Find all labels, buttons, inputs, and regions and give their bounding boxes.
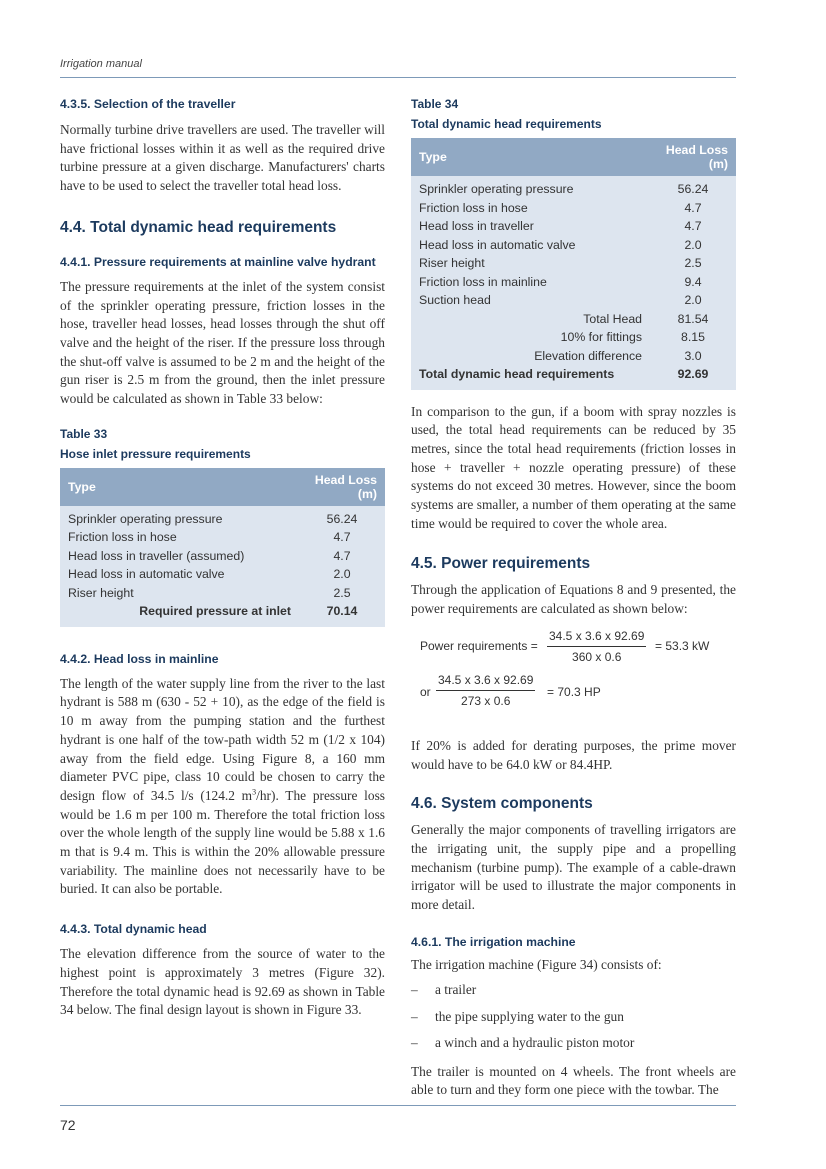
row-value: 56.24 xyxy=(326,511,358,526)
section-4-4-2-heading: 4.4.2. Head loss in mainline xyxy=(60,651,219,666)
section-4-4-1-heading: 4.4.1. Pressure requirements at mainline valve hydrant xyxy=(60,254,376,269)
row-type: Friction loss in hose xyxy=(419,200,528,215)
dash-bullet: – xyxy=(411,1034,418,1050)
section-4-3-5-heading: 4.3.5. Selection of the traveller xyxy=(60,97,236,111)
table-row xyxy=(60,584,385,603)
running-title: Irrigation manual xyxy=(60,58,142,70)
dash-bullet: – xyxy=(411,982,418,998)
formula-denominator: 360 x 0.6 xyxy=(572,649,622,664)
row-value: 2.5 xyxy=(684,256,702,270)
header-rule xyxy=(60,77,736,78)
row-type: Suction head xyxy=(419,293,491,307)
column-header-type: Type xyxy=(60,468,299,506)
row-value: 4.7 xyxy=(333,548,351,563)
row-value: 2.0 xyxy=(684,237,702,252)
table-row xyxy=(411,199,736,218)
table-subtotal-row xyxy=(411,328,736,347)
section-4-6-text: Generally the major components of travelling irrigators are the irrigating unit, the supply pipe and a propelling mechanism (turbine pump). The example of a cable-drawn irrigator will be used to illustrate the major components in more detail. xyxy=(411,822,736,913)
row-type: Head loss in traveller xyxy=(419,219,534,233)
section-4-4-heading: 4.4. Total dynamic head requirements xyxy=(60,218,337,236)
row-type: Friction loss in hose xyxy=(68,530,177,545)
list-item xyxy=(411,981,736,1000)
formula-label: Power requirements = xyxy=(420,638,538,653)
row-type: Head loss in automatic valve xyxy=(419,237,576,252)
section-4-5-heading: 4.5. Power requirements xyxy=(411,555,591,573)
table-row xyxy=(60,528,385,547)
table-subtotal-row xyxy=(411,310,736,329)
section-4-4-1-text: The pressure requirements at the inlet of the system consist of the sprinkler operating pressure, friction losses in the hose, traveller head losses, head losses through the shut off valve and the height of the riser. If the pressure loss through the shut-off valve is assumed to be 2 m and the height of the gun riser is 2.5 m from the ground, then the inlet pressure would be calculated as shown in Table 33 below: xyxy=(60,278,385,407)
components-list xyxy=(411,981,736,1052)
section-4-4-2-text-b: /hr). The pressure loss would be 1.6 m per 100 m. Therefore the total friction loss over the whole length of the supply line would be 5.88 x 1.6 m that is 9.4 m. This is within the 20% allowable pressure variability. The mainline does not necessarily have to be buried. It can also be portable. xyxy=(60,787,385,897)
table-total-row xyxy=(411,365,736,390)
table-33-title: Hose inlet pressure requirements xyxy=(60,446,251,461)
comparison-paragraph: In comparison to the gun, if a boom with spray nozzles is used, the total head requirements can be reduced by 35 metres, since the total head requirements (friction losses in hose + traveller + nozzle operating pressure) of these systems do not exceed 30 metres. However, since the boom systems are smaller, a number of them operating at the same time would be required to cover the whole area. xyxy=(411,403,736,531)
column-header-head-loss: Head Loss (m) xyxy=(299,468,385,506)
subtotal-label: Total Head xyxy=(583,311,642,326)
subtotal-value: 8.15 xyxy=(681,330,705,344)
dash-bullet: – xyxy=(411,1008,418,1024)
row-value: 2.5 xyxy=(333,585,351,600)
row-type: Sprinkler operating pressure xyxy=(68,511,223,526)
list-item xyxy=(411,1008,736,1027)
total-value: 70.14 xyxy=(326,604,358,619)
total-label: Required pressure at inlet xyxy=(139,604,291,619)
table-row xyxy=(411,291,736,310)
table-34-label: Table 34 xyxy=(411,97,459,111)
section-4-3-5-text: Normally turbine drive travellers are used. The traveller will have frictional losses within it as well as the required drive turbine pressure at a given discharge. Manufacturers' charts have to be used to select the traveller total head loss. xyxy=(60,122,385,194)
subtotal-label: 10% for fittings xyxy=(560,330,642,344)
formula-power-kw xyxy=(411,629,736,669)
formula-label: or xyxy=(420,684,431,699)
table-row xyxy=(411,254,736,273)
derating-paragraph: If 20% is added for derating purposes, the prime mover would have to be 64.0 kW or 84.4HP. xyxy=(411,737,736,772)
footer-rule xyxy=(60,1105,736,1106)
subtotal-value: 81.54 xyxy=(677,311,709,326)
row-value: 4.7 xyxy=(684,200,702,215)
list-item-text: a winch and a hydraulic piston motor xyxy=(435,1034,635,1050)
table-header-row xyxy=(411,138,736,176)
formula-power-hp xyxy=(411,673,736,713)
table-subtotal-row xyxy=(411,347,736,366)
row-type: Sprinkler operating pressure xyxy=(419,182,574,196)
section-4-6-1-intro: The irrigation machine (Figure 34) consists of: xyxy=(411,956,662,972)
row-type: Head loss in automatic valve xyxy=(68,567,225,582)
section-4-6-heading: 4.6. System components xyxy=(411,795,593,813)
table-header-row xyxy=(60,468,385,506)
row-type: Friction loss in mainline xyxy=(419,274,547,289)
section-4-4-3-text: The elevation difference from the source of water to the highest point is approximately 3 metres (Figure 32). Therefore the total dynamic head is 92.69 as shown in Table 34 below. The final design layout is shown in Figure 33. xyxy=(60,946,385,1018)
table-33-caption xyxy=(60,426,385,462)
section-4-5-text: Through the application of Equations 8 and 9 presented, the power requirements are calculated as shown below: xyxy=(411,582,736,617)
table-33 xyxy=(60,468,385,627)
formula-denominator: 273 x 0.6 xyxy=(461,693,511,708)
table-row xyxy=(411,236,736,255)
row-type: Riser height xyxy=(68,585,134,600)
table-34 xyxy=(411,138,736,390)
page-number: 72 xyxy=(60,1117,76,1133)
row-value: 9.4 xyxy=(684,274,702,289)
table-row xyxy=(411,217,736,236)
subtotal-value: 3.0 xyxy=(684,348,702,363)
subtotal-label: Elevation difference xyxy=(534,348,642,363)
table-33-label: Table 33 xyxy=(60,426,108,441)
formula-numerator: 34.5 x 3.6 x 92.69 xyxy=(436,673,535,691)
formula-result: = 70.3 HP xyxy=(547,684,601,699)
row-type: Head loss in traveller (assumed) xyxy=(68,548,245,563)
table-34-caption xyxy=(411,96,736,132)
formula-result: = 53.3 kW xyxy=(655,638,710,653)
section-4-4-2-text xyxy=(60,675,385,899)
table-row xyxy=(411,176,736,199)
table-total-row xyxy=(60,602,385,627)
table-row xyxy=(411,273,736,292)
superscript-3: 3 xyxy=(252,787,257,797)
formula-numerator: 34.5 x 3.6 x 92.69 xyxy=(547,629,646,647)
table-row xyxy=(60,506,385,529)
formula-fraction xyxy=(436,673,535,708)
row-value: 56.24 xyxy=(677,182,709,196)
table-row xyxy=(60,565,385,584)
table-34-title: Total dynamic head requirements xyxy=(411,117,602,131)
row-value: 4.7 xyxy=(333,530,351,545)
section-4-4-3-heading: 4.4.3. Total dynamic head xyxy=(60,922,207,937)
trailer-paragraph: The trailer is mounted on 4 wheels. The front wheels are able to turn and they form one piece with the towbar. The xyxy=(411,1063,736,1098)
section-4-6-1-heading: 4.6.1. The irrigation machine xyxy=(411,934,576,949)
row-type: Riser height xyxy=(419,256,485,270)
list-item-text: the pipe supplying water to the gun xyxy=(435,1008,624,1024)
row-value: 2.0 xyxy=(684,293,702,307)
total-label: Total dynamic head requirements xyxy=(419,367,615,381)
table-row xyxy=(60,547,385,566)
list-item xyxy=(411,1034,736,1053)
total-value: 92.69 xyxy=(677,367,709,381)
list-item-text: a trailer xyxy=(435,982,477,998)
row-value: 2.0 xyxy=(333,567,351,582)
column-header-head-loss: Head Loss (m) xyxy=(650,138,736,176)
formula-fraction xyxy=(547,629,646,664)
row-value: 4.7 xyxy=(684,219,702,233)
section-4-4-2-text-a: The length of the water supply line from the river to the last hydrant is 588 m (630 - 52 + 10), as the edge of the field is 10 m away from the pumping station and the furthest hydrant is one half of the tow-path width 52 m (1/2 x 104) away from the field edge. Using Figure 8, a 160 mm diameter PVC pipe, class 10 could be chosen to carry the design flow of 34.5 l/s (124.2 m xyxy=(60,675,385,803)
column-header-type: Type xyxy=(411,138,650,176)
left-column xyxy=(60,96,385,1020)
right-column xyxy=(411,96,736,1100)
